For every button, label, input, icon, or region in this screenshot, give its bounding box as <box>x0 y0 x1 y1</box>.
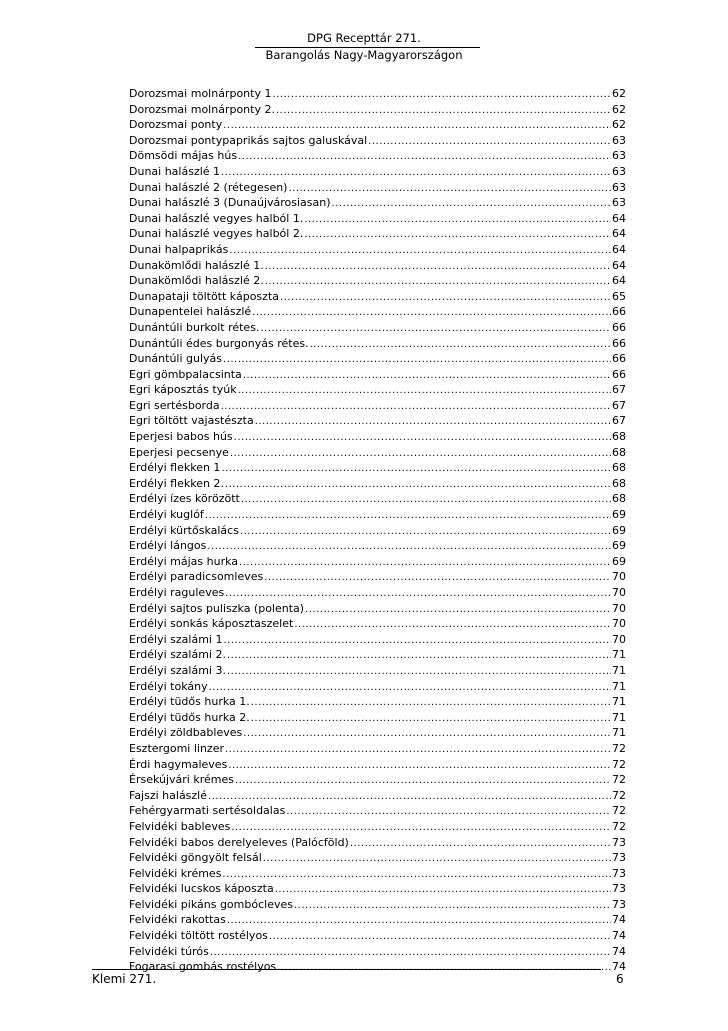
toc-dot-leader <box>368 134 611 150</box>
toc-dot-leader <box>265 274 611 290</box>
toc-entry[interactable] <box>129 538 626 554</box>
toc-entry-title: Dunántúli gulyás <box>129 352 223 366</box>
toc-entry-page: 73 <box>612 897 626 911</box>
toc-entry-page: 73 <box>612 866 626 880</box>
toc-dot-leader <box>350 836 611 852</box>
toc-dot-leader <box>276 103 611 119</box>
toc-dot-leader <box>239 555 611 571</box>
toc-entry[interactable] <box>129 757 626 773</box>
toc-entry-page: 63 <box>612 133 626 147</box>
toc-entry[interactable] <box>129 320 626 336</box>
toc-entry-title: Felvidéki túrós <box>129 944 209 958</box>
toc-entry-page: 70 <box>612 617 626 631</box>
toc-entry-page: 68 <box>612 430 626 444</box>
toc-dot-leader <box>241 492 611 508</box>
toc-entry-page: 70 <box>612 632 626 646</box>
toc-entry-title: Dunapentelei halászlé <box>129 305 252 319</box>
toc-entry-page: 64 <box>612 211 626 225</box>
toc-entry-title: Felvidéki bableves <box>129 819 231 833</box>
toc-dot-leader <box>238 383 611 399</box>
toc-entry[interactable] <box>129 398 626 414</box>
toc-entry[interactable] <box>129 351 626 367</box>
toc-entry[interactable] <box>129 601 626 617</box>
toc-entry[interactable] <box>129 803 626 819</box>
toc-dot-leader <box>221 399 611 415</box>
toc-dot-leader <box>304 212 611 228</box>
toc-entry-title: Egri káposztás tyúk <box>129 383 237 397</box>
toc-dot-leader <box>251 695 611 711</box>
toc-entry-page: 68 <box>612 461 626 475</box>
toc-dot-leader <box>286 804 611 820</box>
toc-entry[interactable] <box>129 632 626 648</box>
toc-entry-title: Érsekújvári krémes <box>129 773 234 787</box>
toc-entry-page: 74 <box>612 944 626 958</box>
toc-dot-leader <box>304 227 611 243</box>
toc-dot-leader <box>265 259 611 275</box>
toc-entry[interactable] <box>129 523 626 539</box>
toc-entry[interactable] <box>129 554 626 570</box>
toc-entry-title: Dunai halászlé vegyes halból 1. <box>129 211 304 225</box>
toc-entry-title: Erdélyi ízes körözött <box>129 492 240 506</box>
toc-entry-page: 66 <box>612 367 626 381</box>
toc-entry[interactable] <box>129 382 626 398</box>
toc-entry-title: Felvidéki göngyölt felsál <box>129 851 262 865</box>
toc-dot-leader <box>255 414 611 430</box>
toc-dot-leader <box>240 524 611 540</box>
toc-entry-title: Dunai halászlé 2 (rétegesen) <box>129 180 288 194</box>
toc-entry-title: Erdélyi tüdős hurka 1. <box>129 695 250 709</box>
toc-dot-leader <box>222 867 611 883</box>
toc-entry[interactable] <box>129 663 626 679</box>
toc-entry[interactable] <box>129 866 626 882</box>
toc-entry-page: 63 <box>612 164 626 178</box>
toc-entry[interactable] <box>129 741 626 757</box>
toc-entry-page: 74 <box>612 960 626 974</box>
toc-entry-page: 72 <box>612 819 626 833</box>
toc-entry-title: Eperjesi babos hús <box>129 430 233 444</box>
toc-dot-leader <box>294 617 611 633</box>
toc-entry[interactable] <box>129 788 626 804</box>
toc-dot-leader <box>227 648 611 664</box>
toc-entry[interactable] <box>129 445 626 461</box>
toc-dot-leader <box>223 633 611 649</box>
toc-entry-title: Dorozsmai pontypaprikás sajtos galuskával <box>129 133 368 147</box>
toc-entry-page: 67 <box>612 414 626 428</box>
toc-entry[interactable] <box>129 850 626 866</box>
toc-dot-leader <box>225 477 611 493</box>
toc-entry[interactable] <box>129 819 626 835</box>
toc-dot-leader <box>263 851 611 867</box>
toc-entry[interactable] <box>129 180 626 196</box>
toc-dot-leader <box>223 352 611 368</box>
toc-entry-page: 63 <box>612 149 626 163</box>
toc-entry[interactable] <box>129 273 626 289</box>
toc-entry-page: 67 <box>612 398 626 412</box>
toc-dot-leader <box>209 680 611 696</box>
toc-dot-leader <box>243 726 611 742</box>
toc-entry-title: Felvidéki babos derelyeleves (Palócföld) <box>129 835 349 849</box>
toc-dot-leader <box>227 913 611 929</box>
toc-entry-title: Dunai halászlé vegyes halból 2. <box>129 227 304 241</box>
toc-entry-title: Egri sertésborda <box>129 398 220 412</box>
toc-entry[interactable] <box>129 772 626 788</box>
toc-entry-title: Fehérgyarmati sertésoldalas <box>129 804 286 818</box>
toc-dot-leader <box>230 446 611 462</box>
toc-entry[interactable] <box>129 336 626 352</box>
toc-entry-page: 71 <box>612 663 626 677</box>
toc-entry-title: Eperjesi pecsenye <box>129 445 229 459</box>
toc-dot-leader <box>208 789 611 805</box>
toc-entry-page: 62 <box>612 87 626 100</box>
toc-dot-leader <box>269 929 611 945</box>
toc-entry[interactable] <box>129 413 626 429</box>
header-rule <box>255 47 480 48</box>
toc-entry-page: 71 <box>612 679 626 693</box>
toc-entry-page: 64 <box>612 227 626 241</box>
toc-entry-page: 66 <box>612 352 626 366</box>
header-subtitle: Barangolás Nagy-Magyarországon <box>265 48 463 62</box>
toc-dot-leader <box>228 758 611 774</box>
toc-entry-page: 68 <box>612 476 626 490</box>
toc-entry-page: 65 <box>612 289 626 303</box>
page-header <box>0 30 728 64</box>
toc-entry[interactable] <box>129 211 626 227</box>
toc-entry[interactable] <box>129 585 626 601</box>
toc-entry-title: Erdélyi kuglóf <box>129 508 204 522</box>
toc-entry[interactable] <box>129 835 626 851</box>
toc-entry-page: 72 <box>612 757 626 771</box>
toc-entry-title: Dunakömlődi halászlé 1. <box>129 258 264 272</box>
toc-entry[interactable] <box>129 897 626 913</box>
toc-entry[interactable] <box>129 616 626 632</box>
toc-entry-page: 71 <box>612 726 626 740</box>
toc-dot-leader <box>243 368 611 384</box>
toc-entry-title: Erdélyi tokány <box>129 679 208 693</box>
toc-entry-title: Dömsödi májas hús <box>129 149 238 163</box>
toc-entry-title: Erdélyi paradicsomleves <box>129 570 264 584</box>
toc-dot-leader <box>275 882 611 898</box>
toc-entry-title: Felvidéki töltött rostélyos <box>129 929 268 943</box>
toc-entry-title: Felvidéki pikáns gombócleves <box>129 897 293 911</box>
toc-entry-title: Esztergomi linzer <box>129 741 224 755</box>
toc-entry-title: Erdélyi kürtőskalács <box>129 523 239 537</box>
footer-author: Klemi 271. <box>92 972 157 986</box>
toc-entry-page: 74 <box>612 929 626 943</box>
toc-entry-page: 70 <box>612 601 626 615</box>
toc-entry[interactable] <box>129 959 626 975</box>
toc-entry[interactable] <box>129 304 626 320</box>
toc-entry[interactable] <box>129 569 626 585</box>
toc-entry-page: 64 <box>612 258 626 272</box>
toc-dot-leader <box>223 118 611 134</box>
toc-entry-title: Felvidéki krémes <box>129 866 222 880</box>
toc-entry-page: 73 <box>612 835 626 849</box>
toc-dot-leader <box>288 181 611 197</box>
toc-entry-title: Dunai halászlé 1 <box>129 164 221 178</box>
toc-dot-leader <box>238 149 611 165</box>
toc-entry-page: 64 <box>612 274 626 288</box>
header-title: DPG Recepttár 271. <box>307 31 421 45</box>
toc-entry-title: Erdélyi lángos <box>129 539 207 553</box>
toc-dot-leader <box>280 290 611 306</box>
toc-entry-title: Felvidéki lucskos káposzta <box>129 882 274 896</box>
toc-entry-title: Egri gömbpalacsinta <box>129 367 242 381</box>
toc-entry[interactable] <box>129 164 626 180</box>
toc-entry[interactable] <box>129 102 626 118</box>
toc-entry-title: Erdélyi flekken 1 <box>129 461 221 475</box>
toc-dot-leader <box>264 570 611 586</box>
toc-entry-page: 63 <box>612 180 626 194</box>
toc-entry-title: Dunapataji töltött káposzta <box>129 289 279 303</box>
toc-entry-page: 71 <box>612 710 626 724</box>
toc-entry[interactable] <box>129 710 626 726</box>
toc-dot-leader <box>205 508 611 524</box>
toc-entry-title: Erdélyi sonkás káposztaszelet <box>129 617 294 631</box>
toc-entry[interactable] <box>129 133 626 149</box>
toc-entry[interactable] <box>129 289 626 305</box>
toc-entry-page: 72 <box>612 804 626 818</box>
toc-entry[interactable] <box>129 367 626 383</box>
toc-entry-title: Dunakömlődi halászlé 2. <box>129 274 264 288</box>
toc-entry-title: Erdélyi szalámi 1 <box>129 632 223 646</box>
toc-entry-title: Erdélyi sajtos puliszka (polenta) <box>129 601 305 615</box>
toc-entry-title: Erdélyi flekken 2. <box>129 476 224 490</box>
toc-entry-title: Dunai halászlé 3 (Dunaújvárosiasan) <box>129 196 331 210</box>
toc-entry-page: 70 <box>612 570 626 584</box>
toc-entry[interactable] <box>129 647 626 663</box>
toc-entry-title: Erdélyi raguleves <box>129 586 225 599</box>
toc-entry-page: 69 <box>612 539 626 553</box>
toc-entry-title: Erdélyi szalámi 2. <box>129 648 226 662</box>
toc-entry[interactable] <box>129 226 626 242</box>
toc-entry[interactable] <box>129 117 626 133</box>
toc-entry[interactable] <box>129 912 626 928</box>
toc-entry[interactable] <box>129 429 626 445</box>
table-of-contents <box>129 86 626 975</box>
toc-entry[interactable] <box>129 242 626 258</box>
footer-page-number: 6 <box>616 972 624 986</box>
toc-entry-title: Erdélyi zöldbableves <box>129 726 243 740</box>
toc-entry-title: Erdélyi májas hurka <box>129 554 239 568</box>
toc-entry-page: 72 <box>612 773 626 787</box>
toc-entry[interactable] <box>129 491 626 507</box>
toc-entry-page: 71 <box>612 695 626 709</box>
toc-entry-page: 73 <box>612 882 626 896</box>
toc-entry-page: 68 <box>612 445 626 459</box>
toc-dot-leader <box>227 664 611 680</box>
toc-entry-title: Dorozsmai ponty <box>129 118 223 132</box>
toc-entry[interactable] <box>129 258 626 274</box>
toc-entry-title: Dorozsmai molnárponty 1 <box>129 87 272 100</box>
toc-entry-title: Erdélyi tüdős hurka 2. <box>129 710 250 724</box>
toc-dot-leader <box>221 461 611 477</box>
toc-dot-leader <box>310 337 611 353</box>
toc-dot-leader <box>229 243 611 259</box>
toc-entry-page: 62 <box>612 118 626 132</box>
toc-entry-title: Egri töltött vajastészta <box>129 414 254 428</box>
toc-entry[interactable] <box>129 507 626 523</box>
toc-entry-page: 66 <box>612 305 626 319</box>
toc-entry-page: 69 <box>612 508 626 522</box>
toc-dot-leader <box>260 321 611 337</box>
toc-entry[interactable] <box>129 679 626 695</box>
toc-entry-page: 71 <box>612 648 626 662</box>
toc-dot-leader <box>234 430 611 446</box>
toc-entry[interactable] <box>129 881 626 897</box>
toc-dot-leader <box>225 742 611 758</box>
toc-entry-page: 62 <box>612 102 626 116</box>
footer-rule <box>92 969 601 970</box>
toc-entry-title: Érdi hagymaleves <box>129 757 228 771</box>
toc-dot-leader <box>210 945 611 961</box>
toc-entry-title: Felvidéki rakottas <box>129 913 226 927</box>
toc-entry-page: 69 <box>612 523 626 537</box>
toc-entry-page: 73 <box>612 851 626 865</box>
toc-entry-title: Dunántúli burkolt rétes. <box>129 320 260 334</box>
toc-entry-title: Fogarasi gombás rostélyos <box>129 960 277 974</box>
toc-entry-title: Dunántúli édes burgonyás rétes. <box>129 336 309 350</box>
toc-dot-leader <box>225 586 611 602</box>
toc-dot-leader <box>221 165 611 181</box>
toc-entry-title: Erdélyi szalámi 3. <box>129 663 226 677</box>
toc-entry-page: 68 <box>612 492 626 506</box>
toc-dot-leader <box>252 305 611 321</box>
toc-dot-leader <box>231 820 611 836</box>
toc-entry-title: Dunai halpaprikás <box>129 242 229 256</box>
toc-dot-leader <box>272 87 611 103</box>
toc-entry[interactable] <box>129 725 626 741</box>
toc-entry[interactable] <box>129 694 626 710</box>
toc-dot-leader <box>207 539 611 555</box>
toc-dot-leader <box>294 898 611 914</box>
toc-dot-leader <box>332 196 611 212</box>
toc-entry-title: Dorozsmai molnárponty 2. <box>129 102 275 116</box>
toc-entry[interactable] <box>129 86 626 102</box>
toc-entry[interactable] <box>129 460 626 476</box>
toc-entry-page: 63 <box>612 196 626 210</box>
toc-entry-page: 64 <box>612 242 626 256</box>
toc-entry-page: 74 <box>612 913 626 927</box>
toc-entry-page: 66 <box>612 336 626 350</box>
toc-entry[interactable] <box>129 944 626 960</box>
toc-entry[interactable] <box>129 476 626 492</box>
toc-entry-page: 70 <box>612 586 626 599</box>
toc-entry[interactable] <box>129 195 626 211</box>
toc-entry-page: 67 <box>612 383 626 397</box>
toc-entry-page: 66 <box>612 320 626 334</box>
toc-entry[interactable] <box>129 148 626 164</box>
toc-dot-leader <box>305 602 611 618</box>
toc-entry-page: 69 <box>612 554 626 568</box>
toc-entry-page: 72 <box>612 741 626 755</box>
toc-entry-title: Fajszi halászlé <box>129 788 208 802</box>
toc-dot-leader <box>251 711 611 727</box>
toc-entry-page: 72 <box>612 788 626 802</box>
toc-entry[interactable] <box>129 928 626 944</box>
toc-dot-leader <box>235 773 611 789</box>
